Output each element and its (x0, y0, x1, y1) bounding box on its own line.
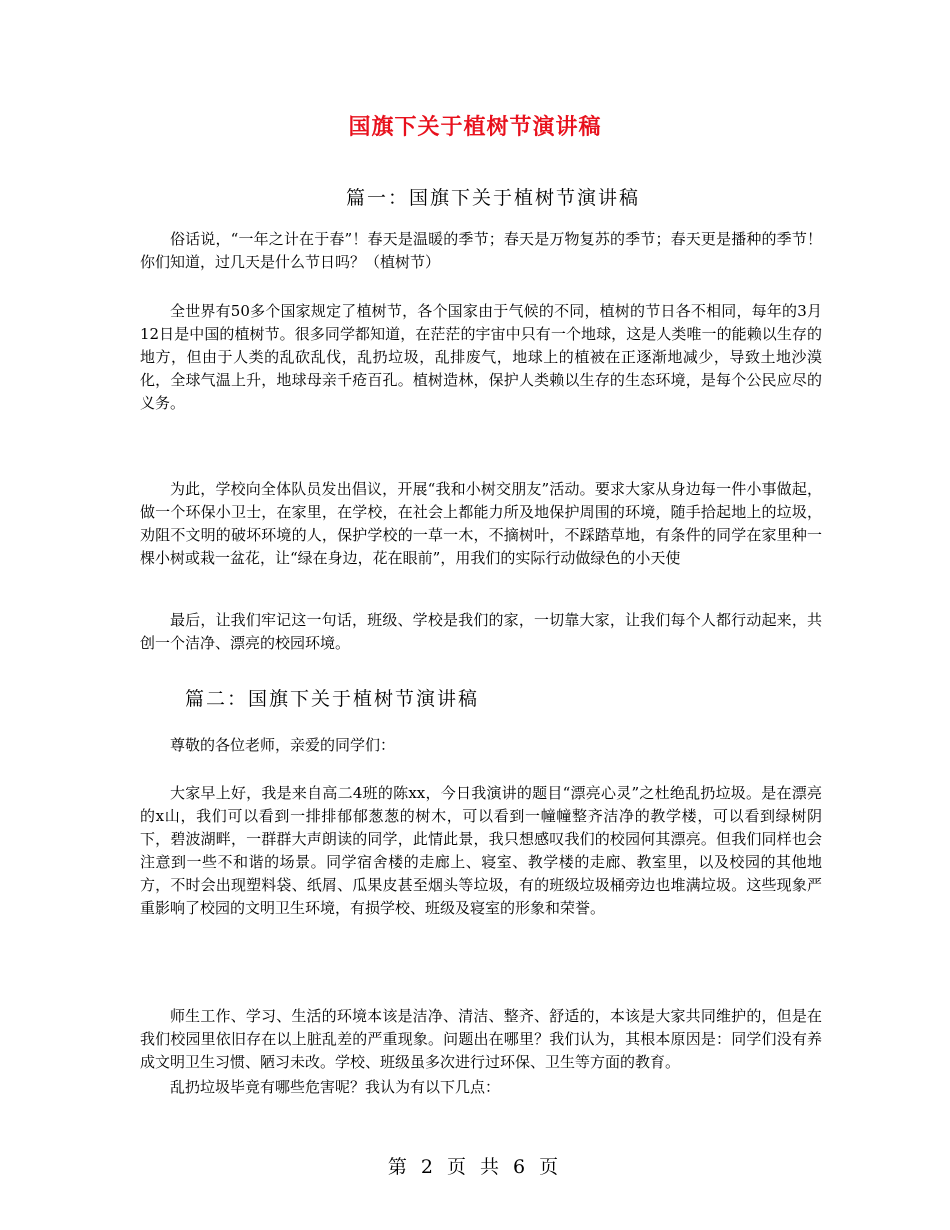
section-1-heading: 篇一：国旗下关于植树节演讲稿 (346, 187, 641, 209)
section-2-paragraph-2: 大家早上好，我是来自高二4班的陈xx，今日我演讲的题目“漂亮心灵”之杜绝乱扔垃圾。是在漂亮的x山，我们可以看到一排排郁郁葱葱的树木，可以看到一幢幢整齐洁净的教学楼，可以看到绿树阴下，碧波湖畔，一群群大声朗读的同学，此情此景，我只想感叹我们的校园何其漂亮。但我们同样也会注意到一些不和谐的场景。同学宿舍楼的走廊上、寝室、教学楼的走廊、教室里，以及校园的其他地方，不时会出现塑料袋、纸屑、瓜果皮甚至烟头等垃圾，有的班级垃圾桶旁边也堆满垃圾。这些现象严重影响了校园的文明卫生环境，有损学校、班级及寝室的形象和荣誉。 (140, 784, 822, 917)
section-1-paragraph-4: 最后，让我们牢记这一句话，班级、学校是我们的家，一切靠大家，让我们每个人都行动起来，共创一个洁净、漂亮的校园环境。 (140, 611, 822, 652)
page-footer: 第 2 页 共 6 页 (387, 1156, 563, 1178)
section-1-paragraph-3: 为此，学校向全体队员发出倡议，开展“我和小树交朋友”活动。要求大家从身边每一件小事做起，做一个环保小卫士，在家里，在学校，在社会上都能力所及地保护周围的环境，随手拾起地上的垃圾，劝阻不文明的破坏环境的人，保护学校的一草一木，不摘树叶，不踩踏草地，有条件的同学在家里种一棵小树或栽一盆花，让“绿在身边，花在眼前”，用我们的实际行动做绿色的小天使 (140, 480, 822, 567)
section-1-paragraph-2: 全世界有50多个国家规定了植树节，各个国家由于气候的不同，植树的节日各不相同，每年的3月12日是中国的植树节。很多同学都知道，在茫茫的宇宙中只有一个地球，这是人类唯一的能赖以生存的地方，但由于人类的乱砍乱伐，乱扔垃圾，乱排废气，地球上的植被在正逐渐地减少，导致土地沙漠化，全球气温上升，地球母亲千疮百孔。植树造林，保护人类赖以生存的生态环境，是每个公民应尽的义务。 (140, 302, 822, 412)
section-1-paragraph-1: 俗话说，“一年之计在于春”！春天是温暖的季节；春天是万物复苏的季节；春天更是播种的季节！你们知道，过几天是什么节日吗？（植树节） (140, 230, 822, 271)
section-2-paragraph-3: 师生工作、学习、生活的环境本该是洁净、清洁、整齐、舒适的，本该是大家共同维护的，但是在我们校园里依旧存在以上脏乱差的严重现象。问题出在哪里？我们认为，其根本原因是：同学们没有养成文明卫生习惯、陋习未改。学校、班级虽多次进行过环保、卫生等方面的教育。 (140, 1007, 822, 1071)
section-2-heading: 篇二：国旗下关于植树节演讲稿 (185, 688, 480, 710)
section-2-paragraph-1: 尊敬的各位老师，亲爱的同学们： (170, 736, 396, 754)
document-title: 国旗下关于植树节演讲稿 (348, 114, 602, 140)
section-2-paragraph-4: 乱扔垃圾毕竟有哪些危害呢？我认为有以下几点： (170, 1078, 501, 1096)
